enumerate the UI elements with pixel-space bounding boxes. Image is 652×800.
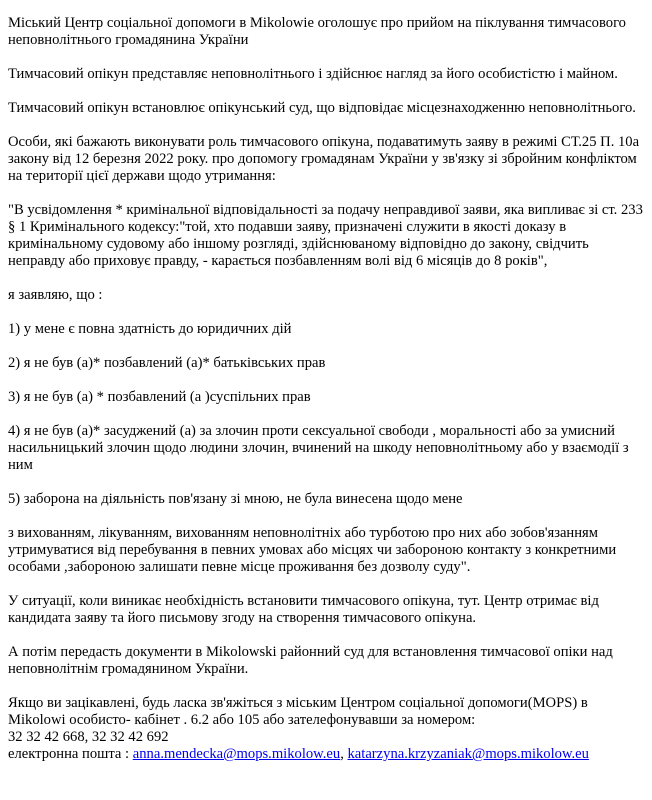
paragraph-quote (8, 202, 644, 270)
quote-end: ", (537, 253, 548, 269)
contact-info: Якщо ви зацікавлені, будь ласка зв'яжіться з міським Центром соціальної допомоги(MOPS) в Mikolowi особисто- кабінет . 6.2 або 105 або зателефонувавши за номером: (8, 695, 588, 728)
declaration-item-4: 4) я не був (а)* засуджений (а) за злочин проти сексуальної свободи , моральності або за умисний насильницький злочин щодо людини злочин, вчинений на шкоду неповнолітньому або у взаємодії з ним (8, 423, 629, 473)
paragraph-guardian-court: Тимчасовий опікун встановлює опікунський суд, що відповідає місцезнаходженню неповнолітнього. (8, 100, 636, 116)
declaration-item-2: 2) я не був (а)* позбавлений (а)* батьківських прав (8, 355, 326, 371)
declaration-intro: я заявляю, що : (8, 287, 103, 303)
document-heading: Міський Центр соціальної допомоги в Mikolowie оголошує про прийом на піклування тимчасового неповнолітнього громадянина України (8, 15, 626, 48)
quote-text: "В усвідомлення * кримінальної відповідальності за подачу неправдивої заяви, яка випливає зі ст. 233 § 1 Кримінального кодексу:"той, хто подавши заяву, призначені служити в якості доказу в кримінальному судовому або іншому розгляді, здійснюваному відповідно до закону, свідчить неправду або приховує правду, (8, 202, 643, 269)
email-label: електронна пошта : (8, 746, 133, 762)
email-link-anna[interactable]: anna.mendecka@mops.mikolow.eu (132, 746, 341, 762)
paragraph-continuation: з вихованням, лікуванням, вихованням неповнолітніх або турботою про них або зобов'язанням утримуватися від перебування в певних умовах або місцях чи забороною контакту з конкретними особами ,забороною залишати певне місце проживання без дозволу суду". (8, 525, 617, 575)
phone-numbers: 32 32 42 668, 32 32 42 692 (8, 729, 169, 745)
declaration-item-5: 5) заборона на діяльність пов'язану зі мною, не була винесена щодо мене (8, 491, 463, 507)
declaration-item-3: 3) я не був (а) * позбавлений (а )суспільних прав (8, 389, 311, 405)
email-separator: , (340, 746, 348, 762)
email-line (8, 746, 644, 763)
declaration-item-1: 1) у мене є повна здатність до юридичних дій (8, 321, 292, 337)
paragraph-guardian-role: Тимчасовий опікун представляє неповнолітнього і здійснює нагляд за його особистістю і майном. (8, 66, 618, 82)
paragraph-situation: У ситуації, коли виникає необхідність встановити тимчасового опікуна, тут. Центр отримає від кандидата заяву та його письмову згоду на створення тимчасового опікуна. (8, 593, 599, 626)
quote-penalty: - карається позбавленням волі від 6 місяців до 8 років (202, 253, 538, 269)
email-link-katarzyna[interactable]: katarzyna.krzyzaniak@mops.mikolow.eu (347, 746, 589, 762)
paragraph-application: Особи, які бажають виконувати роль тимчасового опікуна, подаватимуть заяву в режимі СТ.25 П. 10а закону від 12 березня 2022 року. про допомогу громадянам України у зв'язку зі збройним конфліктом на території цієї держави щодо утримання: (8, 134, 640, 184)
paragraph-court-transfer: А потім передасть документи в Mikolowski районний суд для встановлення тимчасової опіки над неповнолітнім громадянином України. (8, 644, 613, 677)
